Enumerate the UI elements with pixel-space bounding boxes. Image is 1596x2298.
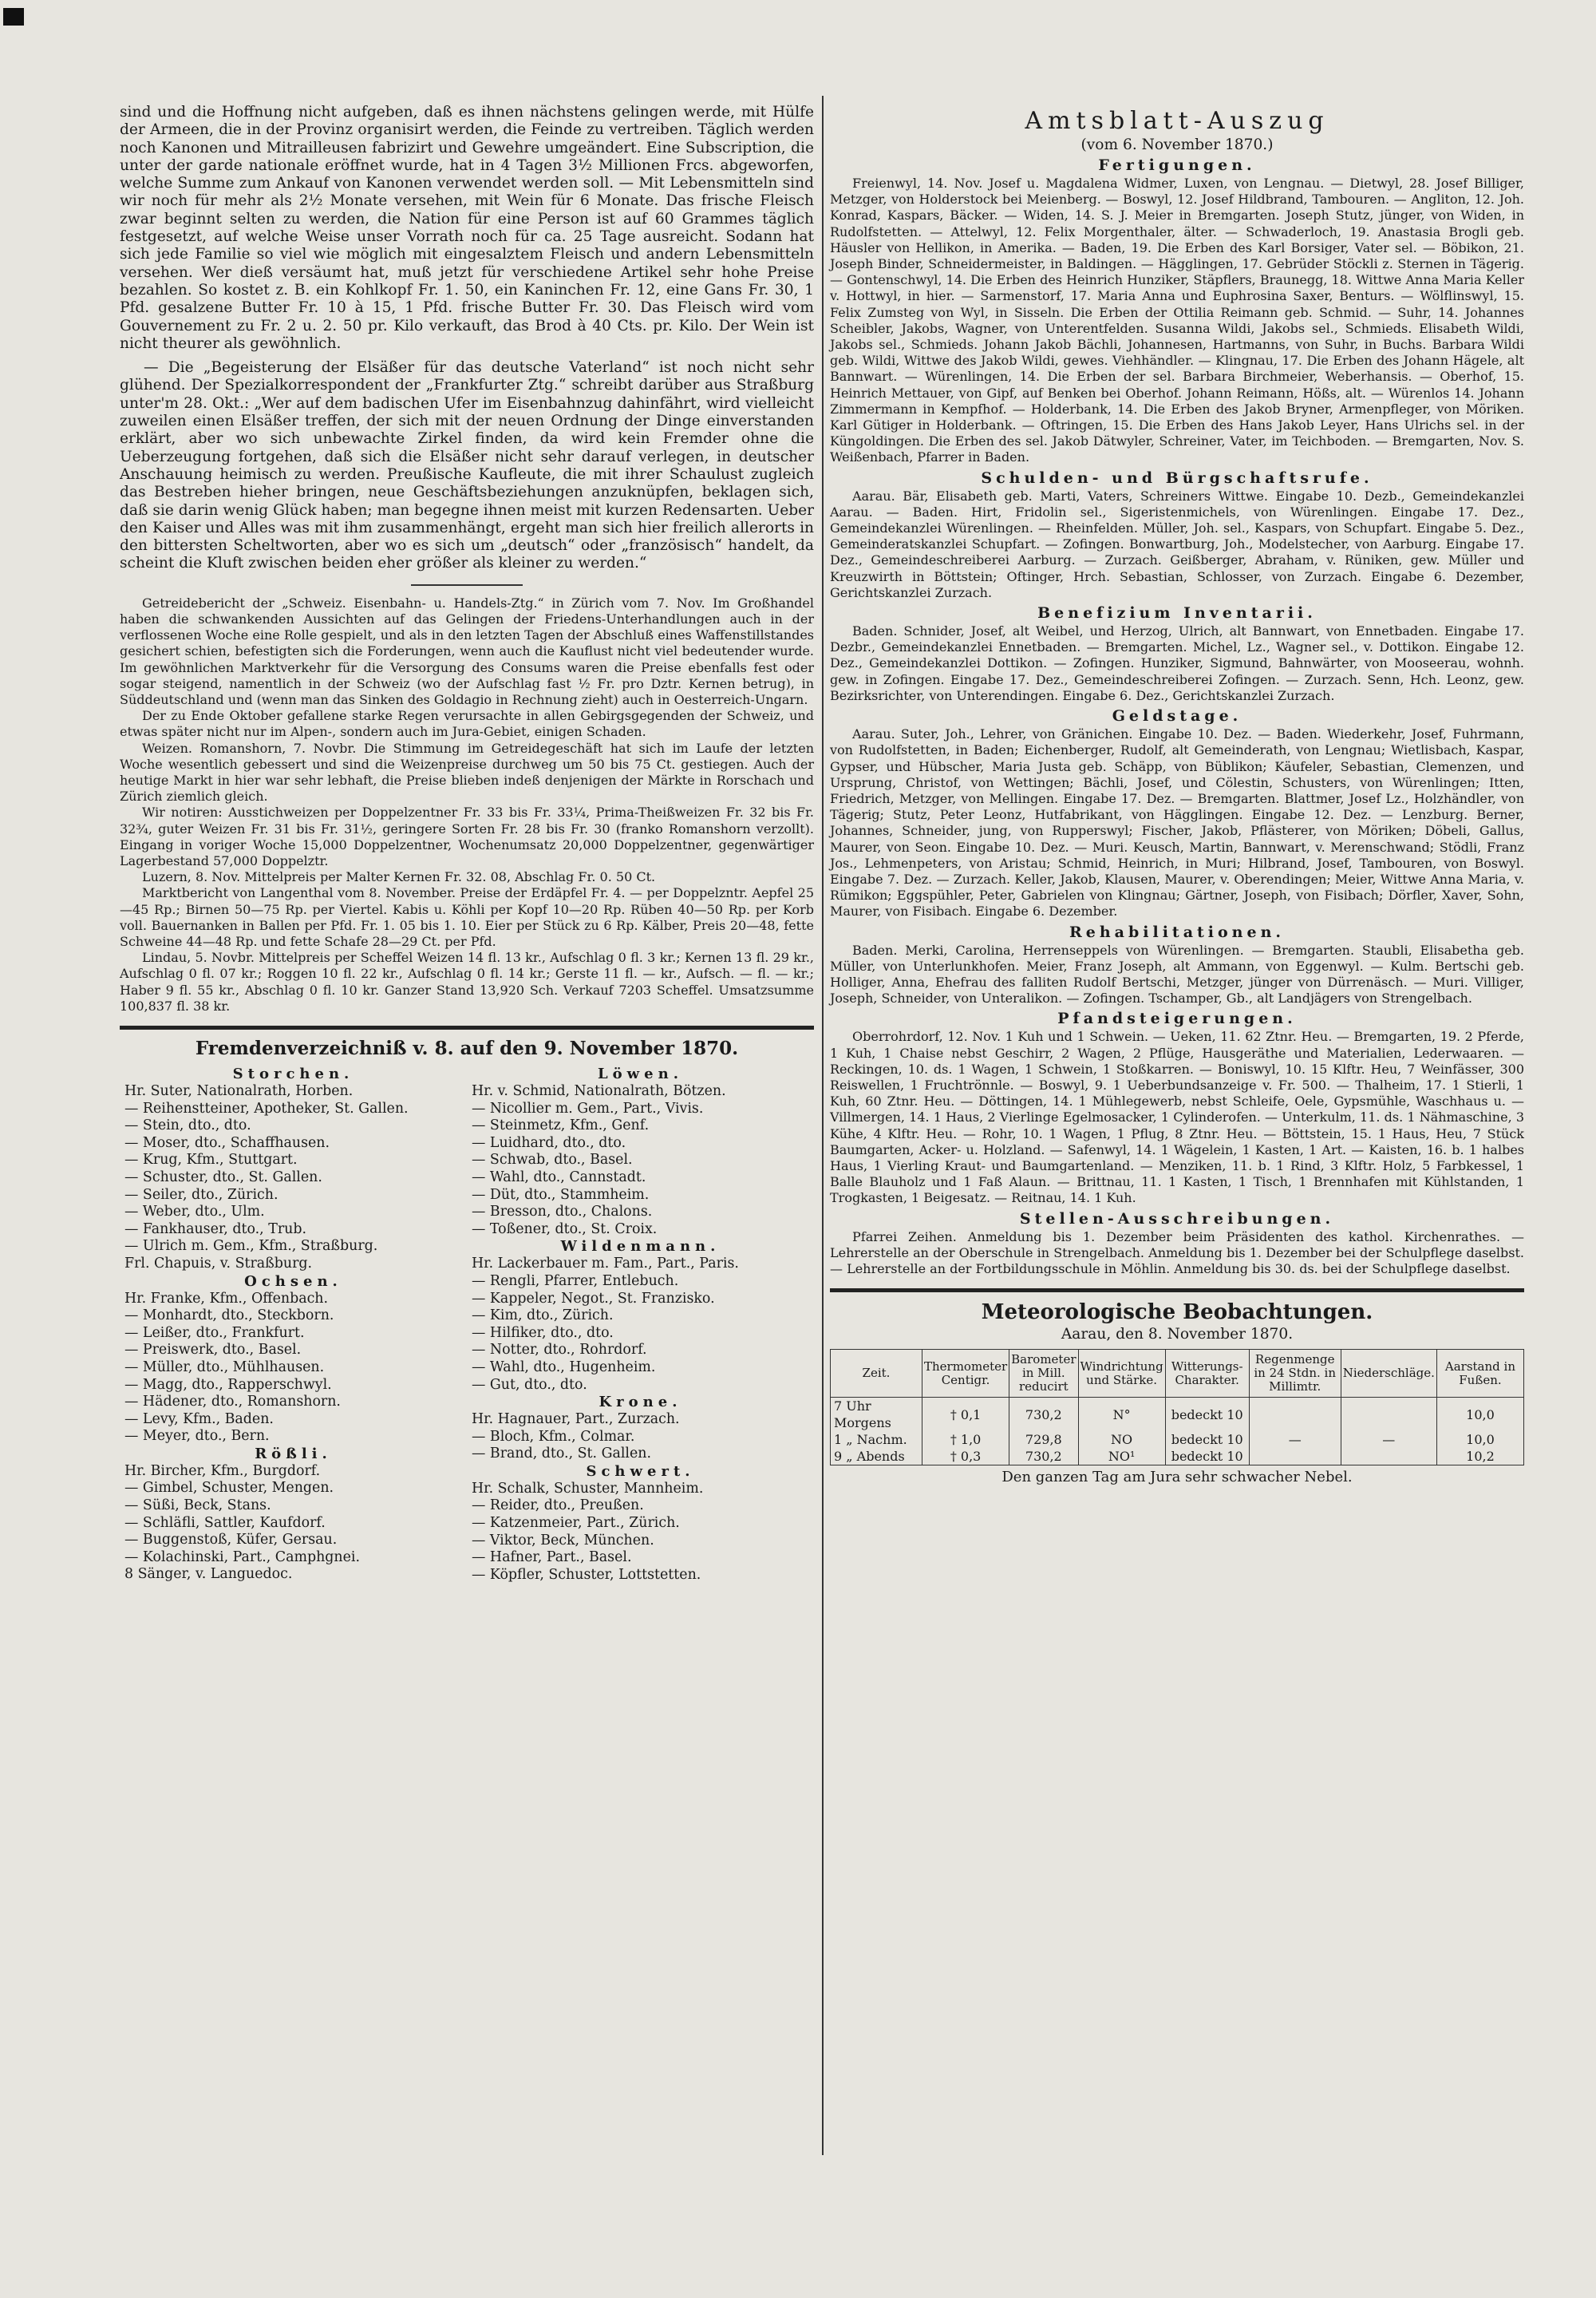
- weather-cell: —: [1249, 1431, 1341, 1448]
- guest-entry: — Süßi, Beck, Stans.: [124, 1497, 271, 1514]
- guest-entry: — Meyer, dto., Bern.: [124, 1428, 270, 1445]
- hotel-block: [467, 1238, 814, 1394]
- guest-entry: — Schuster, dto., St. Gallen.: [124, 1169, 322, 1185]
- weather-cell: bedeckt 10: [1165, 1431, 1249, 1448]
- alsace-article-paragraph: — Die „Begeisterung der Elsäßer für das deutsche Vaterland“ ist noch nicht sehr glühend. Der Spezialkorrespondent der „Frankfurter Ztg.“ schreibt darüber aus Straßburg unter'm 28. Okt.: „Wer auf dem badischen Ufer im Eisenbahnzug dahinfährt, wird vielleicht zuweilen einen Elsäßer treffen, der sich mit der neuen Ordnung der Dinge einverstanden erklärt, aber wo sich unbewachte Zirkel finden, da wird kein Fremder ohne die Ueberzeugung fortgehen, daß sich die Elsäßer nicht sehr darauf verlegen, in deutscher Anschauung heimisch zu werden. Preußische Kaufleute, die mit ihrer Schaulust zugleich das Bestreben hieher bringen, neue Geschäftsbeziehungen anzuknüpfen, beklagen sich, daß sie darin wenig Glück haben; man begegne ihnen meist mit kurzen Redensarten. Ueber den Kaiser und Alles was mit ihm zusammenhängt, ergeht man sich hier freilich allerorts in den bittersten Scheltworten, aber wo es sich um „deutsch“ oder „französisch“ handelt, da scheint die Kluft zwischen beiden eher größer als kleiner zu werden.“: [120, 359, 814, 572]
- market-report-rain: Der zu Ende Oktober gefallene starke Regen verursachte in allen Gebirgsgegenden der Schweiz, und etwas später nicht nur im Alpen-, sondern auch im Jura-Gebiet, einigen Schaden.: [120, 708, 814, 740]
- guest-entry: — Hädener, dto., Romanshorn.: [124, 1394, 341, 1410]
- guest-entry: Hr. Franke, Kfm., Offenbach.: [124, 1290, 329, 1307]
- weather-cell: 730,2: [1009, 1398, 1078, 1432]
- hotel-name: Rößli.: [255, 1445, 332, 1462]
- section-text-rehabilitationen: Baden. Merki, Carolina, Herrenseppels von Würenlingen. — Bremgarten. Staubli, Elisabetha geb. Müller, von Unterlunkhofen. Meier, Franz Joseph, alt Ammann, von Eggenwyl. — Kulm. Bertschi geb. Holliger, Anna, Ehefrau des falliten Rudolf Bertschi, Metzger, jünger von Dürrenäsch. — Muri. Villiger, Joseph, Schneider, von Unteralikon. — Zofingen. Tschamper, Gb., alt Landjägers von Strengelbach.: [830, 942, 1524, 1007]
- guest-entry: — Hilfiker, dto., dto.: [472, 1324, 614, 1341]
- hotel-block: [467, 1463, 814, 1584]
- scan-corner-mark: [3, 8, 24, 26]
- weather-row: [831, 1398, 1524, 1432]
- weather-cell: [1341, 1448, 1436, 1465]
- section-thick-rule: [120, 1026, 814, 1030]
- weather-cell: 1 „ Nachm.: [831, 1431, 922, 1448]
- guest-entry: Hr. v. Schmid, Nationalrath, Bötzen.: [472, 1083, 726, 1099]
- weather-cell: † 0,3: [922, 1448, 1009, 1465]
- weather-cell: bedeckt 10: [1165, 1448, 1249, 1465]
- weather-cell: NO: [1078, 1431, 1165, 1448]
- weather-header-cell: Windrichtung und Stärke.: [1078, 1350, 1165, 1398]
- guest-entry: Hr. Schalk, Schuster, Mannheim.: [472, 1480, 704, 1497]
- guest-entry: 8 Sänger, v. Languedoc.: [124, 1566, 293, 1583]
- guest-entry: — Nicollier m. Gem., Part., Vivis.: [472, 1100, 704, 1117]
- guest-entry: — Levy, Kfm., Baden.: [124, 1410, 274, 1427]
- hotel-name: Storchen.: [232, 1066, 354, 1082]
- guest-entry: — Krug, Kfm., Stuttgart.: [124, 1152, 298, 1169]
- weather-cell: [1249, 1448, 1341, 1465]
- guest-entry: — Steinmetz, Kfm., Genf.: [472, 1117, 650, 1134]
- guest-entry: — Luidhard, dto., dto.: [472, 1134, 626, 1151]
- weather-cell: 729,8: [1009, 1431, 1078, 1448]
- guest-entry: — Toßener, dto., St. Croix.: [472, 1220, 658, 1237]
- section-heading-rehabilitationen: Rehabilitationen.: [1069, 923, 1286, 941]
- guest-entry: Hr. Hagnauer, Part., Zurzach.: [472, 1411, 680, 1428]
- hotel-block: [120, 1066, 467, 1273]
- hotel-block: [467, 1066, 814, 1238]
- market-report-prices: Wir notiren: Ausstichweizen per Doppelzentner Fr. 33 bis Fr. 33¼, Prima-Theißweizen Fr. 32 bis Fr. 32¾, guter Weizen Fr. 31 bis Fr. 31½, geringere Sorten Fr. 28 bis Fr. 30 (franko Romanshorn verzollt). Eingang in voriger Woche 15,000 Doppelzentner, Wochenumsatz 20,000 Doppelzentner, gegenwärtiger Lagerbestand 57,000 Doppelztr.: [120, 805, 814, 868]
- hotel-name: Ochsen.: [244, 1272, 342, 1290]
- right-column: [830, 104, 1524, 1485]
- guest-entry: — Moser, dto., Schaffhausen.: [124, 1134, 330, 1151]
- weather-cell: N°: [1078, 1398, 1165, 1432]
- section-heading-fertigungen: Fertigungen.: [1098, 156, 1256, 174]
- weather-cell: bedeckt 10: [1165, 1398, 1249, 1432]
- newspaper-page: [120, 104, 1524, 2275]
- section-text-fertigungen: Freienwyl, 14. Nov. Josef u. Magdalena Widmer, Luxen, von Lengnau. — Dietwyl, 28. Josef Billiger, Metzger, von Holderstock bei Meienberg. — Boswyl, 12. Josef Hildbrand, Tambouren. — Angliton, 12. Joh. Konrad, Kaspars, Bäcker. — Widen, 14. S. J. Meier in Bremgarten. Joseph Stutz, jünger, von Widen, in Rudolfstetten. — Attelwyl, 12. Felix Morgenthaler, älter. — Schwaderloch, 19. Anastasia Brogli geb. Häusler von Hellikon, in Amerika. — Baden, 19. Die Erben des Karl Borsiger, Vater sel. — Böbikon, 21. Joseph Binder, Schneidermeister, in Baldingen. — Hägglingen, 17. Gebrüder Stöckli z. Sternen in Tägerig. — Gontenschwyl, 14. Die Erben des Heinrich Hunziker, Stäpflers, Braunegg, 18. Wittwe Anna Maria Keller v. Hottwyl, in hier. — Sarmenstorf, 17. Maria Anna und Euphrosina Saxer, Benturs. — Wölflinswyl, 15. Felix Zumsteg von Wyl, in Sisseln. Die Erben der Ottilia Reimann geb. Schmid. — Suhr, 14. Johannes Scheibler, Jakobs, Wagner, von Unterentfelden. Susanna Wildi, Jakobs sel., Schmieds. Elisabeth Wildi, Jakobs sel., Schmieds. Johann Jakob Bächli, Johannesen, Hartmanns, von Suhr, in Buchs. Barbara Wildi geb. Wildi, Wittwe des Jakob Wildi, gewes. Viehhändler. — Klingnau, 17. Die Erben des Johann Hägele, alt Bannwart. — Würenlingen, 14. Die Erben der sel. Barbara Birchmeier, Weberhansis. — Oberhof, 15. Heinrich Mettauer, von Gipf, auf Benken bei Oberhof. Johann Reimann, Hößs, alt. — Würenlos 14. Johann Zimmermann in Kempfhof. — Holderbank, 14. Die Erben des Jakob Bryner, Armenpfleger, von Möriken. Karl Gütiger in Holderbank. — Oftringen, 15. Die Erben des Hans Jakob Leyer, Hans Ulrichs sel. in der Küngoldingen. Die Erben des sel. Jakob Dätwyler, Schreiner, Vater, im Teichboden. — Bremgarten, Nov. S. Weißenbach, Pfarrer in Baden.: [830, 176, 1524, 465]
- weather-cell: 10,0: [1436, 1398, 1523, 1432]
- guest-entry: — Schläfli, Sattler, Kaufdorf.: [124, 1514, 326, 1531]
- guest-entry: — Rengli, Pfarrer, Entlebuch.: [472, 1272, 679, 1289]
- weather-header-cell: Thermometer Centigr.: [922, 1350, 1009, 1398]
- weather-header-cell: Niederschläge.: [1341, 1350, 1436, 1398]
- guest-entry: — Köpfler, Schuster, Lottstetten.: [472, 1566, 701, 1583]
- guest-entry: — Notter, dto., Rohrdorf.: [472, 1342, 647, 1359]
- section-heading-benefizium: Benefizium Inventarii.: [1037, 604, 1317, 623]
- left-column: [120, 104, 814, 1584]
- guest-list-column-1: [120, 1066, 467, 1584]
- guest-list: [120, 1066, 814, 1584]
- amtsblatt-date: (vom 6. November 1870.): [1080, 136, 1274, 153]
- guest-entry: — Kim, dto., Zürich.: [472, 1307, 614, 1324]
- section-heading-geldstage: Geldstage.: [1112, 707, 1242, 726]
- section-separator: [411, 584, 523, 586]
- section-heading-schulden: Schulden- und Bürgschaftsrufe.: [981, 469, 1373, 487]
- weather-header-cell: Zeit.: [831, 1350, 922, 1398]
- guest-entry: — Katzenmeier, Part., Zürich.: [472, 1515, 680, 1532]
- guest-entry: — Reider, dto., Preußen.: [472, 1497, 644, 1514]
- weather-cell: [1341, 1398, 1436, 1432]
- hotel-name: Schwert.: [586, 1462, 695, 1480]
- hotel-name: Löwen.: [598, 1066, 683, 1082]
- guest-entry: — Kappeler, Negot., St. Franzisko.: [472, 1290, 715, 1307]
- guest-entry: — Düt, dto., Stammheim.: [472, 1186, 650, 1203]
- market-report-langenthal: Marktbericht von Langenthal vom 8. November. Preise der Erdäpfel Fr. 4. — per Doppelzntr. Aepfel 25—45 Rp.; Birnen 50—75 Rp. per Viertel. Kabis u. Köhli per Kopf 10—20 Rp. Rüben 40—50 Rp. per Korb voll. Bauernanken in Ballen per Pfd. Fr. 1. 05 bis 1. 10. Eier per Stück zu 6 Rp. Kälber, Preis 20—48, fette Schweine 44—48 Rp. und fette Schafe 28—29 Ct. per Pfd.: [120, 885, 814, 949]
- guest-entry: — Stein, dto., dto.: [124, 1117, 251, 1134]
- section-heading-stellen: Stellen-Ausschreibungen.: [1019, 1209, 1335, 1228]
- guest-entry: — Leißer, dto., Frankfurt.: [124, 1324, 305, 1341]
- guest-list-column-2: [467, 1066, 814, 1584]
- guest-entry: — Viktor, Beck, München.: [472, 1532, 654, 1548]
- weather-cell: 7 Uhr Morgens: [831, 1398, 922, 1432]
- weather-table: [830, 1349, 1524, 1465]
- weather-date: Aarau, den 8. November 1870.: [1061, 1326, 1294, 1343]
- weather-header-cell: Witterungs-Charakter.: [1165, 1350, 1249, 1398]
- weather-cell: 730,2: [1009, 1448, 1078, 1465]
- guest-entry: — Gimbel, Schuster, Mengen.: [124, 1480, 334, 1497]
- guest-entry: — Magg, dto., Rapperschwyl.: [124, 1376, 332, 1393]
- section-text-stellen: Pfarrei Zeihen. Anmeldung bis 1. Dezember beim Präsidenten des kathol. Kirchenrathes. — Lehrerstelle an der Oberschule in Strengelbach. Anmeldung bis 1. Dezember bei der Schulpflege daselbst. — Lehrerstelle an der Fortbildungsschule in Möhlin. Anmeldung bis 30. ds. bei der Schulpflege daselbst.: [830, 1228, 1524, 1276]
- guest-entry: — Monhardt, dto., Steckborn.: [124, 1307, 334, 1324]
- weather-cell: —: [1341, 1431, 1436, 1448]
- guest-entry: — Hafner, Part., Basel.: [472, 1549, 632, 1566]
- weather-title: Meteorologische Beobachtungen.: [981, 1300, 1373, 1325]
- weather-header-cell: Regenmenge in 24 Stdn. in Millimtr.: [1249, 1350, 1341, 1398]
- weather-cell: 10,2: [1436, 1448, 1523, 1465]
- guest-list-title: Fremdenverzeichniß v. 8. auf den 9. November 1870.: [195, 1038, 739, 1059]
- guest-entry: — Weber, dto., Ulm.: [124, 1204, 265, 1220]
- hotel-block: [467, 1394, 814, 1463]
- weather-footnote: Den ganzen Tag am Jura sehr schwacher Nebel.: [1001, 1469, 1353, 1486]
- hotel-block: [120, 1446, 467, 1584]
- guest-entry: — Müller, dto., Mühlhausen.: [124, 1359, 325, 1375]
- column-divider: [822, 96, 824, 2155]
- weather-cell: † 0,1: [922, 1398, 1009, 1432]
- weather-cell: † 1,0: [922, 1431, 1009, 1448]
- section-text-benefizium: Baden. Schnider, Josef, alt Weibel, und Herzog, Ulrich, alt Bannwart, von Ennetbaden. Eingabe 17. Dezbr., Gemeindekanzlei Ennetbaden. — Bremgarten. Michel, Lz., Wagner sel., v. Dottikon. Eingabe 12. Dez., Gemeindekanzlei Dottikon. — Zofingen. Hunziker, Sigmund, Bahnwärter, von Mooseerau, wohnh. gew. in Zofingen. Eingabe 17. Dez., Gemeindeschreiberei Zofingen. — Zurzach. Senn, Hch. Leonz, gew. Bezirksrichter, von Unterendingen. Eingabe 6. Dez., Gerichtskanzlei Zurzach.: [830, 623, 1524, 703]
- guest-entry: — Brand, dto., St. Gallen.: [472, 1446, 651, 1462]
- section-text-geldstage: Aarau. Suter, Joh., Lehrer, von Gränichen. Eingabe 10. Dez. — Baden. Wiederkehr, Josef, Fuhrmann, von Rudolfstetten, in Baden; Eichenberger, Rudolf, alt Gemeinderath, von Lengnau; Wietlisbach, Kaspar, Gypser, und Hübscher, Maria Justa geb. Schäpp, von Büblikon; Käufeler, Sebastian, Clemenzen, und Ursprung, Christof, von Wettingen; Bächli, Josef, und Cölestin, Schusters, von Würenlingen; Itten, Friedrich, Metzger, von Mellingen. Eingabe 17. Dez. — Bremgarten. Blattmer, Josef Lz., Holzhändler, von Tägerig; Stutz, Peter Leonz, Hutfabrikant, von Hägglingen. Eingabe 12. Dez. — Lenzburg. Berner, Johannes, Schneider, jung, von Rupperswyl; Fischer, Jakob, Pflästerer, von Möriken; Döbeli, Gallus, Maurer, von Seon. Eingabe 10. Dez. — Muri. Keusch, Martin, Bannwart, v. Merenschwand; Stödli, Franz Jos., Lehmenpeters, von Aristau; Schmid, Heinrich, in Muri; Hilbrand, Josef, Tambouren, von Boswyl. Eingabe 7. Dez. — Zurzach. Keller, Jakob, Klausen, Maurer, v. Oberendingen; Meier, Wittwe Anna Maria, v. Rümikon; Eggspühler, Peter, Gabrielen von Klingnau; Gärtner, Joseph, von Fisibach; Dörfler, Xaver, Sohn, Maurer, von Fisibach. Eingabe 6. Dezember.: [830, 726, 1524, 920]
- guest-entry: — Wahl, dto., Hugenheim.: [472, 1359, 656, 1375]
- guest-entry: — Buggenstoß, Küfer, Gersau.: [124, 1532, 338, 1548]
- guest-entry: Frl. Chapuis, v. Straßburg.: [124, 1255, 313, 1272]
- guest-entry: — Bresson, dto., Chalons.: [472, 1204, 653, 1220]
- weather-cell: 10,0: [1436, 1431, 1523, 1448]
- guest-entry: Hr. Suter, Nationalrath, Horben.: [124, 1083, 354, 1099]
- weather-cell: 9 „ Abends: [831, 1448, 922, 1465]
- guest-entry: — Bloch, Kfm., Colmar.: [472, 1428, 635, 1445]
- section-heading-pfandsteigerungen: Pfandsteigerungen.: [1057, 1010, 1297, 1028]
- guest-entry: — Ulrich m. Gem., Kfm., Straßburg.: [124, 1238, 378, 1255]
- weather-header-cell: Aarstand in Fußen.: [1436, 1350, 1523, 1398]
- guest-entry: — Seiler, dto., Zürich.: [124, 1186, 279, 1203]
- weather-row: [831, 1448, 1524, 1465]
- market-report-wheat: Weizen. Romanshorn, 7. Novbr. Die Stimmung im Getreidegeschäft hat sich im Laufe der letzten Woche wesentlich gebessert und sind die Weizenpreise durchweg um 50 bis 75 Ct. gestiegen. Auch der heutige Markt in hier war sehr lebhaft, die Preise blieben indeß denjenigen der Märkte in Rorschach und Zürich ziemlich gleich.: [120, 740, 814, 805]
- guest-entry: — Preiswerk, dto., Basel.: [124, 1342, 302, 1359]
- guest-entry: — Reihenstteiner, Apotheker, St. Gallen.: [124, 1100, 409, 1117]
- market-report-lindau: Lindau, 5. Novbr. Mittelpreis per Scheffel Weizen 14 fl. 13 kr., Aufschlag 0 fl. 3 kr.; Kernen 13 fl. 29 kr., Aufschlag 0 fl. 07 kr.; Roggen 10 fl. 22 kr., Aufschlag 0 fl. 14 kr.; Gerste 11 fl. — kr., Aufsch. — fl. — kr.; Haber 9 fl. 55 kr., Abschlag 0 fl. 10 kr. Ganzer Stand 13,920 Sch. Verkauf 7203 Scheffel. Umsatzsumme 100,837 fl. 38 kr.: [120, 950, 814, 1014]
- market-report-grain: Getreidebericht der „Schweiz. Eisenbahn- u. Handels-Ztg.“ in Zürich vom 7. Nov. Im Großhandel haben die schwankenden Aussichten auf das Gelingen der Friedens-Unterhandlungen auch in der verflossenen Woche eine Rolle gespielt, und als in den letzten Tagen der Abschluß eines Waffenstillstandes gesichert schien, befestigten sich die Forderungen, wenn auch die Kauflust nicht viel bedeutender wurde. Im gewöhnlichen Marktverkehr für die Versorgung des Consums waren die Preise ebenfalls fest oder sogar steigend, namentlich in der Schweiz (wo der Aufschlag fast ½ Fr. pro Dztr. Kernen betrug), in Süddeutschland und (wenn man das Sinken des Goldagio in Rechnung zieht) auch in Oesterreich-Ungarn.: [120, 595, 814, 707]
- paris-article-paragraph: sind und die Hoffnung nicht aufgeben, daß es ihnen nächstens gelingen werde, mit Hülfe der Armeen, die in der Provinz organisirt werden, die Feinde zu vertreiben. Täglich werden noch Kanonen und Mitrailleusen fabrizirt und Gewehre umgeändert. Eine Subscription, die unter der garde nationale eröffnet wurde, hat in 4 Tagen 3½ Millionen Frcs. abgeworfen, welche Summe zum Ankauf von Kanonen verwendet werden soll. — Mit Lebensmitteln sind wir noch für mehr als 2½ Monate versehen, mit Wein für 6 Monate. Das frische Fleisch zwar beginnt selten zu werden, die Nation für eine Person ist auf 60 Grammes täglich festgesetzt, auf welche Weise unser Vorrath noch für ca. 25 Tage ausreicht. Sodann hat sich jede Familie so viel wie möglich mit eingesalztem Fleisch und andern Lebensmitteln versehen. Wer dieß versäumt hat, muß jetzt für verschiedene Artikel sehr hohe Preise bezahlen. So kostet z. B. ein Kohlkopf Fr. 1. 50, ein Kaninchen Fr. 12, eine Gans Fr. 30, 1 Pfd. gesalzene Butter Fr. 10 à 15, 1 Pfd. frische Butter Fr. 30. Das Fleisch wird vom Gouvernement zu Fr. 2 u. 2. 50 pr. Kilo verkauft, das Brod à 40 Cts. pr. Kilo. Der Wein ist nicht theurer als gewöhnlich.: [120, 104, 814, 352]
- guest-entry: — Schwab, dto., Basel.: [472, 1152, 633, 1169]
- market-report-luzern: Luzern, 8. Nov. Mittelpreis per Malter Kernen Fr. 32. 08, Abschlag Fr. 0. 50 Ct.: [142, 869, 656, 885]
- guest-entry: — Wahl, dto., Cannstadt.: [472, 1169, 646, 1185]
- guest-entry: — Fankhauser, dto., Trub.: [124, 1220, 306, 1237]
- section-thick-rule: [830, 1288, 1524, 1292]
- weather-cell: [1249, 1398, 1341, 1432]
- guest-entry: — Kolachinski, Part., Camphgnei.: [124, 1548, 361, 1565]
- amtsblatt-title: Amtsblatt-Auszug: [1025, 107, 1329, 135]
- hotel-name: Wildenmann.: [560, 1238, 721, 1256]
- weather-header-cell: Barometer in Mill. reducirt: [1009, 1350, 1078, 1398]
- guest-entry: Hr. Lackerbauer m. Fam., Part., Paris.: [472, 1256, 739, 1272]
- weather-row: [831, 1431, 1524, 1448]
- hotel-block: [120, 1273, 467, 1446]
- guest-entry: Hr. Bircher, Kfm., Burgdorf.: [124, 1462, 321, 1479]
- hotel-name: Krone.: [598, 1394, 682, 1411]
- section-text-schulden: Aarau. Bär, Elisabeth geb. Marti, Vaters, Schreiners Wittwe. Eingabe 10. Dezb., Gemeindekanzlei Aarau. — Baden. Hirt, Fridolin sel., Sigeristenmichels, von Würenlingen. Eingabe 17. Dez., Gemeindekanzlei Würenlingen. — Rheinfelden. Müller, Joh. sel., Kaspars, von Schupfart. Eingabe 5. Dez., Gemeinderatskanzlei Schupfart. — Zofingen. Bonwartburg, Joh., Modelstecher, von Aarburg. Eingabe 17. Dez., Gemeindeschreiberei Aarburg. — Zurzach. Geißberger, Abraham, v. Rüniken, gew. Müller und Kreuzwirth in Böttstein; Oftinger, Hrch. Sebastian, Schlosser, von Zurzach. Eingabe 6. Dezember, Gerichtskanzlei Zurzach.: [830, 488, 1524, 600]
- section-text-pfandsteigerungen: Oberrohrdorf, 12. Nov. 1 Kuh und 1 Schwein. — Ueken, 11. 62 Ztnr. Heu. — Bremgarten, 19. 2 Pferde, 1 Kuh, 1 Chaise nebst Geschirr, 2 Wagen, 2 Pflüge, Hausgeräthe und Materialien, Lederwaaren. — Reckingen, 10. ds. 1 Wagen, 1 Schwein, 1 Stoßkarren. — Boniswyl, 10. 15 Klftr. Heu, 7 Weinfässer, 300 Reiswellen, 1 Fruchtrönnle. — Boswyl, 9. 1 Ueberbundsanzeige v. Fr. 500. — Thalheim, 17. 1 Stierli, 1 Kuh, 60 Ztnr. Heu. — Döttingen, 14. 1 Mühlegewerb, nebst Schleife, Oele, Gypsmühle, Waschhaus u. — Villmergen, 14. 1 Haus, 2 Vierlinge Egelmosacker, 1 Cylinderofen. — Unterkulm, 11. ds. 1 Nähmaschine, 3 Kühe, 4 Klftr. Heu. — Rohr, 10. 1 Wagen, 1 Pflug, 8 Ztnr. Heu. — Böttstein, 15. 1 Haus, Heu, 7 Stück Baumgarten, Acker- u. Holzland. — Safenwyl, 14. 1 Wägelein, 1 Kasten, 1 Art. — Kaisten, 16. b. 1 halbes Haus, 1 Vierling Kraut- und Baumgartenland. — Menziken, 11. b. 1 Rind, 3 Klftr. Holz, 5 Farbkessel, 1 Balle Blauholz und 1 Faß Alaun. — Brittnau, 11. 1 Kasten, 1 Tisch, 1 Brennhafen mit Kühlstanden, 1 Trogkasten, 1 Beigesatz. — Reitnau, 14. 1 Kuh.: [830, 1029, 1524, 1206]
- weather-header-row: [831, 1350, 1524, 1398]
- guest-entry: — Gut, dto., dto.: [472, 1376, 587, 1393]
- weather-cell: NO¹: [1078, 1448, 1165, 1465]
